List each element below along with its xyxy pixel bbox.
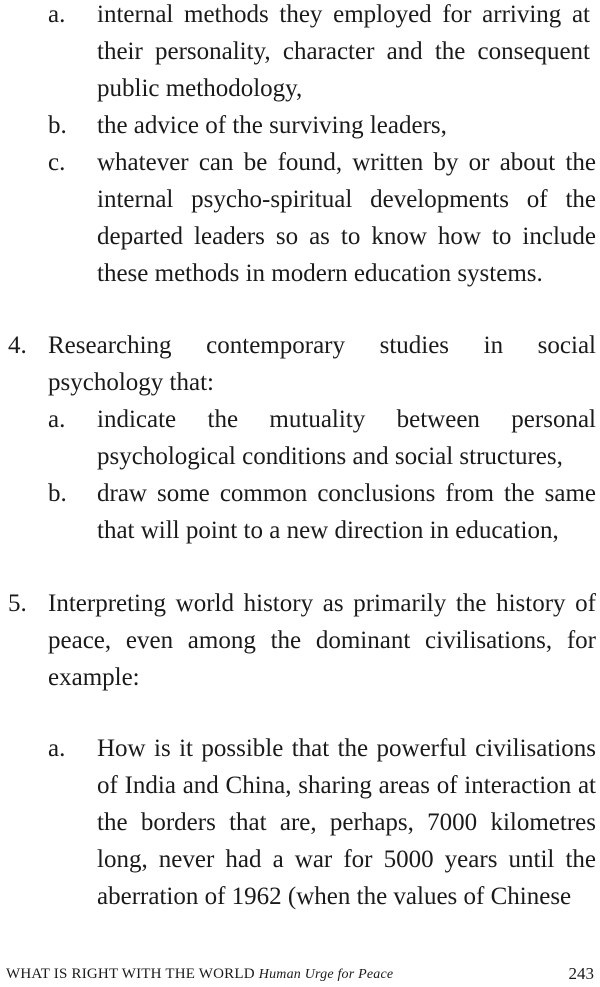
item-marker: a. xyxy=(48,406,66,433)
item-marker: a. xyxy=(48,1,66,28)
running-title-main: WHAT IS RIGHT WITH THE WORLD xyxy=(6,966,255,982)
item-marker: 5. xyxy=(8,590,27,617)
item-marker: b. xyxy=(48,480,67,507)
sub-item-3b: the advice of the surviving leaders, xyxy=(97,112,447,139)
item-marker: b. xyxy=(48,112,67,139)
sub-item-4a: indicate the mutuality between personal psychological conditions and social structures, xyxy=(97,406,596,470)
list-item-4: Researching contemporary studies in social psychology that: xyxy=(48,332,596,396)
list-item-5: Interpreting world history as primarily the history of peace, even among the dominant civilisations, for example: xyxy=(48,590,596,691)
page-footer xyxy=(0,962,600,986)
running-title xyxy=(6,962,393,987)
item-marker: 4. xyxy=(8,332,27,359)
sub-item-3c: whatever can be found, written by or about the internal psycho-spiritual developments of the departed leaders so as to know how to include these methods in modern education systems. xyxy=(97,149,596,287)
item-marker: c. xyxy=(48,149,66,176)
running-title-subtitle: Human Urge for Peace xyxy=(258,967,394,982)
page-number: 243 xyxy=(568,964,594,983)
sub-item-4b: draw some common conclusions from the same that will point to a new direction in education, xyxy=(97,480,596,544)
item-marker: a. xyxy=(48,735,66,762)
sub-item-3a: internal methods they employed for arriving at their personality, character and the consequent public methodology, xyxy=(97,1,590,102)
sub-item-5a: How is it possible that the powerful civilisations of India and China, sharing areas of interaction at the borders that are, perhaps, 7000 kilometres long, never had a war for 5000 years until the aberration of 1962 (when the values of Chinese xyxy=(97,735,596,910)
